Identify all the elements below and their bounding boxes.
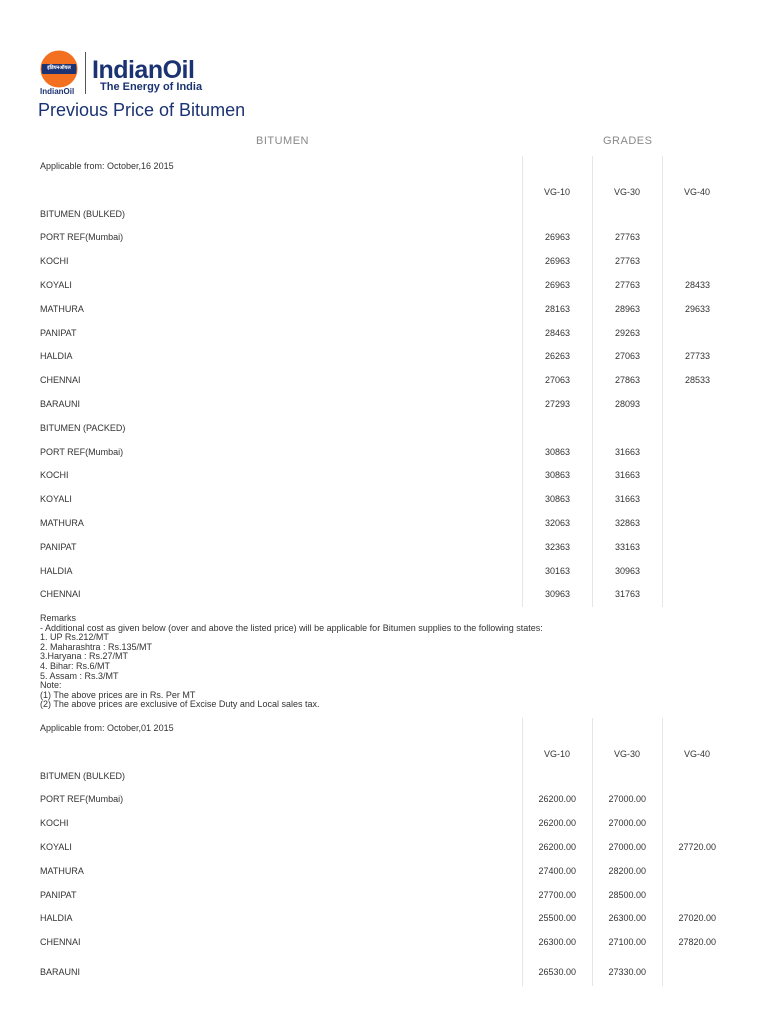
- price-cell: 26200.00: [538, 794, 576, 805]
- row-place: KOCHI: [40, 818, 69, 829]
- price-cell: 28500.00: [608, 889, 646, 900]
- row-place: KOYALI: [40, 494, 72, 505]
- row-place: HALDIA: [40, 913, 73, 924]
- price-cell: 26263: [544, 351, 570, 362]
- row-place: KOCHI: [40, 470, 69, 481]
- price-cell: 31663: [614, 446, 640, 457]
- price-cell: 28200.00: [608, 865, 646, 876]
- price-cell: 27763: [614, 256, 640, 267]
- logo-small-text: IndianOil: [40, 87, 75, 96]
- price-cell: 27293: [544, 399, 570, 409]
- row-place: KOYALI: [40, 280, 72, 290]
- price-cell: 27063: [544, 375, 570, 386]
- price-cell: 30863: [544, 470, 570, 481]
- grade-header-vg-40: VG-40: [683, 186, 710, 197]
- price-cell: 27763: [614, 232, 640, 243]
- price-cell: 26530.00: [538, 967, 576, 977]
- grade-header-vg-30: VG-30: [613, 748, 640, 759]
- price-cell: 27763: [614, 280, 640, 290]
- price-cell: 26963: [544, 256, 570, 267]
- price-cell: 27020.00: [678, 913, 716, 924]
- row-place: KOCHI: [40, 256, 69, 267]
- price-cell: 27000.00: [608, 818, 646, 829]
- row-place: HALDIA: [40, 565, 73, 576]
- price-cell: 30863: [544, 446, 570, 457]
- grade-header-vg-10: VG-10: [543, 748, 570, 759]
- price-cell: 32063: [544, 518, 570, 528]
- remark-line: 4. Bihar: Rs.6/MT: [40, 660, 111, 671]
- price-cell: 31663: [614, 494, 640, 505]
- remark-line: - Additional cost as given below (over and above the listed price) will be applicable for Bitumen supplies to the following states:: [40, 622, 543, 633]
- remark-line: 2. Maharashtra : Rs.135/MT: [40, 641, 153, 652]
- brand-divider: [85, 52, 86, 94]
- price-cell: 28533: [684, 375, 710, 386]
- applicable-date: Applicable from: October,01 2015: [40, 723, 174, 733]
- price-cell: 26200.00: [538, 818, 576, 829]
- price-cell: 25500.00: [538, 913, 576, 924]
- price-cell: 30963: [544, 589, 570, 600]
- price-cell: 29263: [614, 327, 640, 338]
- column-header-grades: GRADES: [603, 135, 653, 147]
- page-title: Previous Price of Bitumen: [38, 100, 246, 120]
- price-cell: 27330.00: [608, 967, 646, 977]
- remark-line: 1. UP Rs.212/MT: [40, 632, 109, 643]
- grade-header-vg-40: VG-40: [683, 748, 710, 759]
- row-place: PORT REF(Mumbai): [40, 446, 124, 457]
- remark-line: 3.Haryana : Rs.27/MT: [40, 651, 129, 662]
- price-cell: 32863: [614, 518, 640, 528]
- remarks-block: [40, 614, 740, 710]
- price-cell: 27400.00: [538, 865, 576, 876]
- price-cell: 30863: [544, 494, 570, 505]
- row-place: CHENNAI: [40, 375, 81, 386]
- row-place: MATHURA: [40, 865, 84, 876]
- price-cell: 27863: [614, 375, 640, 386]
- price-cell: 27063: [614, 351, 640, 362]
- price-cell: 26200.00: [538, 842, 576, 852]
- price-cell: 26963: [544, 280, 570, 290]
- row-place: PANIPAT: [40, 327, 77, 338]
- price-cell: 30963: [614, 565, 640, 576]
- remark-line: 5. Assam : Rs.3/MT: [40, 670, 119, 681]
- row-place: PORT REF(Mumbai): [40, 794, 124, 805]
- grade-header-vg-30: VG-30: [613, 186, 640, 197]
- price-cell: 28093: [614, 399, 640, 409]
- grade-header-vg-10: VG-10: [543, 186, 570, 197]
- price-cell: 27000.00: [608, 842, 646, 852]
- brand-name: IndianOil: [92, 56, 195, 84]
- price-cell: 32363: [544, 541, 570, 552]
- brand-tagline: The Energy of India: [100, 81, 203, 93]
- price-cell: 31763: [614, 589, 640, 600]
- logo-badge-text: इंडियनऑयल: [47, 65, 71, 71]
- price-cell: 27820.00: [678, 937, 716, 948]
- price-cell: 28163: [544, 303, 570, 314]
- price-cell: 27100.00: [608, 937, 646, 948]
- price-cell: 26300.00: [608, 913, 646, 924]
- price-cell: 28433: [684, 280, 710, 290]
- row-place: CHENNAI: [40, 937, 81, 948]
- row-place: BARAUNI: [40, 967, 81, 977]
- row-place: PANIPAT: [40, 541, 77, 552]
- row-place: CHENNAI: [40, 589, 81, 600]
- row-place: HALDIA: [40, 351, 73, 362]
- price-cell: 26300.00: [538, 937, 576, 948]
- price-cell: 30163: [544, 565, 570, 576]
- section-title: BITUMEN (BULKED): [40, 770, 126, 781]
- price-cell: 31663: [614, 470, 640, 481]
- remark-line: Remarks: [40, 613, 77, 623]
- row-place: MATHURA: [40, 303, 84, 314]
- price-cell: 27720.00: [678, 842, 716, 852]
- remark-line: (1) The above prices are in Rs. Per MT: [40, 689, 196, 700]
- price-cell: 27000.00: [608, 794, 646, 805]
- row-place: KOYALI: [40, 842, 72, 852]
- price-cell: 33163: [614, 541, 640, 552]
- remark-line: Note:: [40, 680, 62, 691]
- row-place: PANIPAT: [40, 889, 77, 900]
- price-cell: 26963: [544, 232, 570, 243]
- section-title: BITUMEN (PACKED): [40, 422, 126, 433]
- price-cell: 29633: [684, 303, 710, 314]
- row-place: MATHURA: [40, 518, 84, 528]
- applicable-date: Applicable from: October,16 2015: [40, 161, 174, 171]
- price-cell: 27700.00: [538, 889, 576, 900]
- row-place: PORT REF(Mumbai): [40, 232, 124, 243]
- remark-line: (2) The above prices are exclusive of Excise Duty and Local sales tax.: [40, 699, 320, 710]
- row-place: BARAUNI: [40, 399, 81, 409]
- section-title: BITUMEN (BULKED): [40, 208, 126, 219]
- price-cell: 28963: [614, 303, 640, 314]
- column-header-bitumen: BITUMEN: [256, 135, 309, 147]
- price-cell: 27733: [684, 351, 710, 362]
- price-cell: 28463: [544, 327, 570, 338]
